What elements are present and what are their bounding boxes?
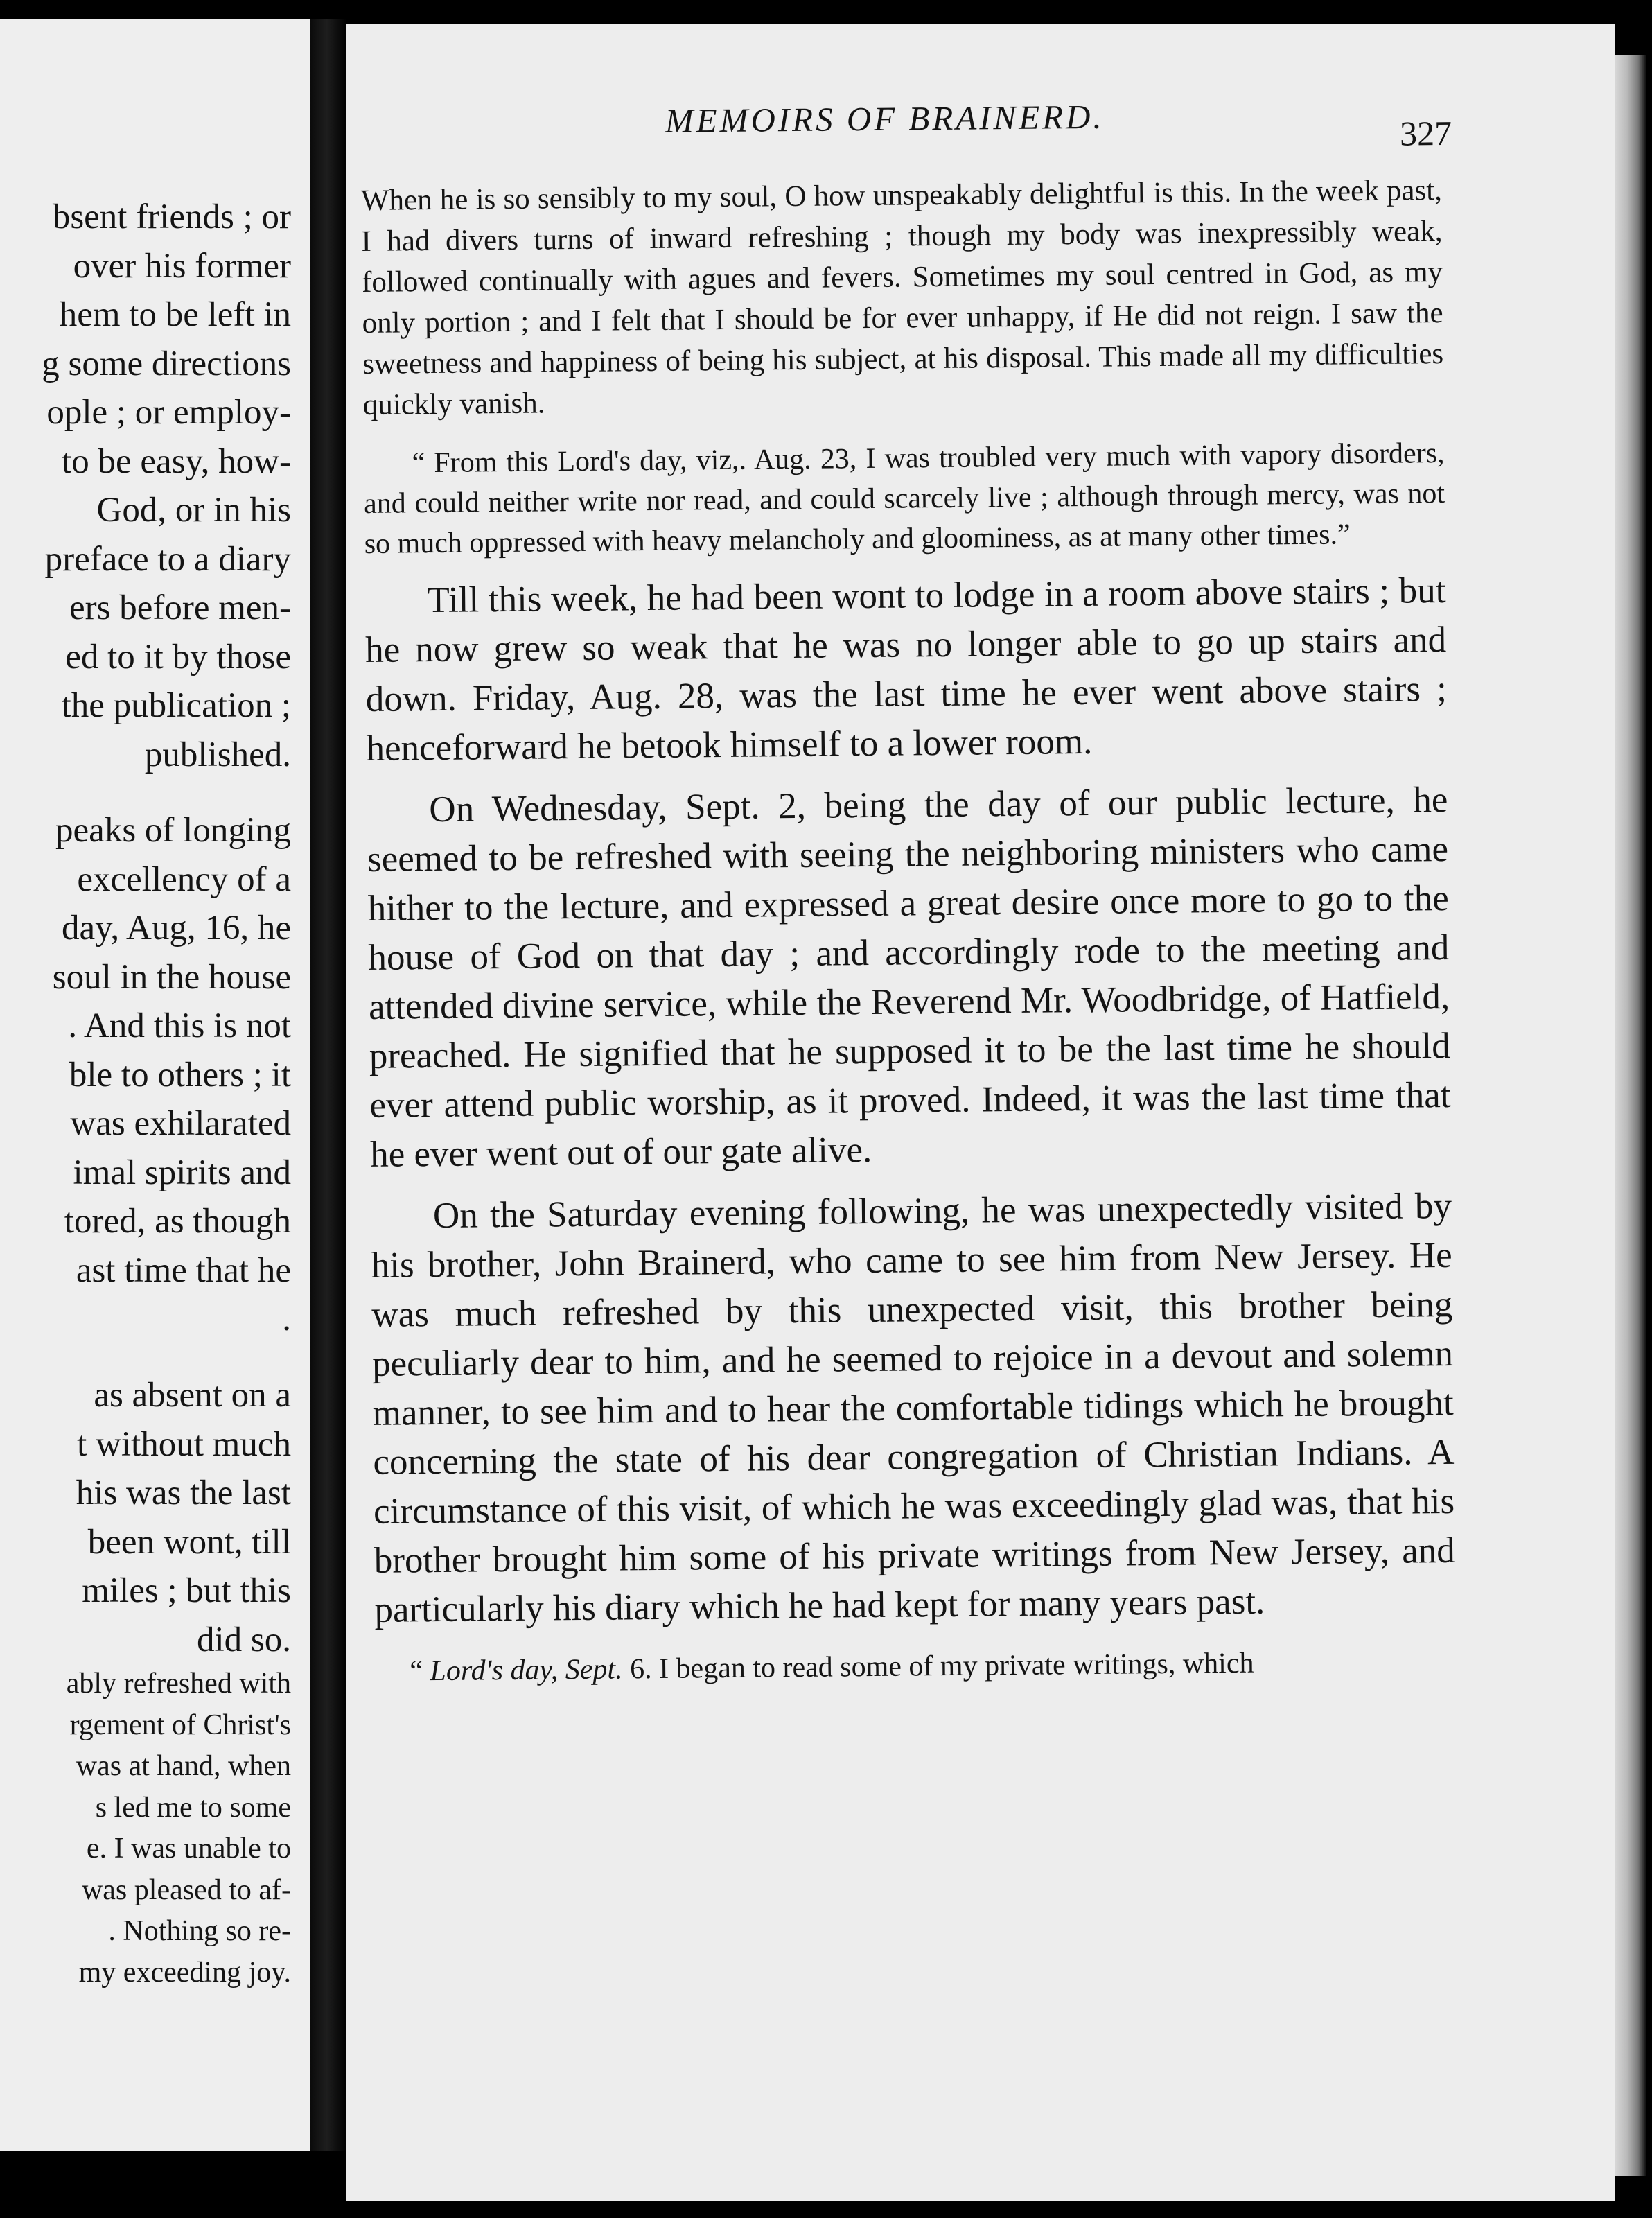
left-page-line: bsent friends ; or: [52, 198, 291, 236]
left-page-small-line: e. I was unable to: [86, 1833, 291, 1865]
left-page-line: .: [282, 1300, 291, 1338]
left-page-line: t without much: [77, 1424, 291, 1464]
left-page-line: did so.: [196, 1620, 291, 1659]
final-line-quote: “: [410, 1655, 423, 1688]
page-number: 327: [1399, 113, 1452, 153]
left-page-small-line: rgement of Christ's: [69, 1709, 291, 1741]
left-page-line: imal spirits and: [73, 1153, 291, 1192]
right-page-text: [360, 97, 1457, 1692]
body-paragraph: Till this week, he had been wont to lodge in a room above stairs ; but he now grew so weak that he was no longer able to go up stairs and down. Friday, Aug. 28, was the last time he ever went above stairs ; henceforward he betook himself to a lower room.: [364, 570, 1448, 769]
quoted-diary-paragraph: “ From this Lord's day, viz,. Aug. 23, I was troubled very much with vapory disorders, and could neither write nor read, and could scarcely live ; although through mercy, was not so much oppressed with heavy melancholy and gloominess, as at many other times.”: [363, 437, 1446, 560]
body-paragraph: On the Saturday evening following, he was unexpectedly visited by his brother, John Brainerd, who came to see him from New Jersey. He was much refreshed by this unexpected visit, this brother being peculiarly dear to him, and he seemed to rejoice in a devout and solemn manner, to see him and to hear the comfortable tidings which he brought concerning the state of his dear congregation of Christian Indians. A circumstance of this visit, of which he was exceedingly glad was, that his brother brought him some of his private writings from New Jersey, and particularly his diary which he had kept for many years past.: [371, 1185, 1455, 1630]
left-page-line: ble to others ; it: [69, 1055, 291, 1094]
left-page-line: hem to be left in: [59, 295, 291, 334]
left-page-line: preface to a diary: [44, 539, 291, 579]
left-page-small-line: s led me to some: [95, 1791, 291, 1824]
running-head: MEMOIRS OF BRAINERD.: [665, 97, 1105, 140]
left-page-line: g some directions: [42, 344, 291, 383]
left-page-small-line: my exceeding joy.: [78, 1956, 291, 1989]
left-page-line: ers before men-: [69, 588, 291, 627]
body-paragraph: On Wednesday, Sept. 2, being the day of our public lecture, he seemed to be refreshed with seeing the neighboring ministers who came hither to the lecture, and expressed a great desire once more to go to the house of God on that day ; and accordingly rode to the meeting and attended divine service, while the Reverend Mr. Woodbridge, of Hatfield, preached. He signified that he supposed it to be the last time he should ever attend public worship, as it proved. Indeed, it was the last time that he ever went out of our gate alive.: [367, 779, 1451, 1175]
left-page-line: God, or in his: [96, 491, 291, 530]
left-page-line: ast time that he: [76, 1250, 291, 1290]
left-page-small-line: was at hand, when: [76, 1750, 291, 1782]
left-page-line: tored, as though: [64, 1202, 291, 1241]
left-page-line: . And this is not: [68, 1006, 291, 1045]
left-page-small-line: . Nothing so re-: [108, 1915, 291, 1947]
left-page-line: to be easy, how-: [62, 442, 291, 481]
left-page-line: ed to it by those: [65, 637, 291, 676]
left-page-small-line: ably refreshed with: [66, 1668, 291, 1700]
final-line-italic: Lord's day, Sept.: [430, 1653, 623, 1688]
left-page-line: was exhilarated: [70, 1104, 291, 1143]
left-page-small-line: was pleased to af-: [81, 1874, 291, 1906]
page-edge: [1615, 55, 1646, 2176]
left-page-line: the publication ;: [61, 686, 291, 725]
left-page-line: his was the last: [76, 1474, 291, 1512]
left-page-line: as absent on a: [94, 1376, 291, 1415]
left-page-line: excellency of a: [77, 859, 291, 899]
left-page-line: published.: [144, 735, 291, 774]
left-page-line: peaks of longing: [55, 811, 291, 850]
left-page-line: miles ; but this: [82, 1571, 291, 1610]
left-page-line: been wont, till: [87, 1522, 291, 1562]
left-page-line: day, Aug, 16, he: [62, 909, 291, 948]
book-gutter: [310, 19, 346, 2151]
opening-paragraph: When he is so sensibly to my soul, O how unspeakably delightful is this. In the week past, I had divers turns of inward refreshing ; though my body was inexpressibly weak, followed continually with agues and fevers. Sometimes my soul centred in God, as my only portion ; and I felt that I should be for ever unhappy, if He did not reign. I saw the sweetness and happiness of being his subject, at his disposal. This made all my difficulties quickly vanish.: [360, 174, 1444, 421]
final-line-text: 6. I began to read some of my private writings, which: [629, 1647, 1254, 1686]
left-page-line: ople ; or employ-: [46, 393, 291, 432]
left-page: [0, 19, 310, 2151]
left-page-line: over his former: [73, 246, 291, 286]
left-page-line: soul in the house: [52, 957, 291, 997]
